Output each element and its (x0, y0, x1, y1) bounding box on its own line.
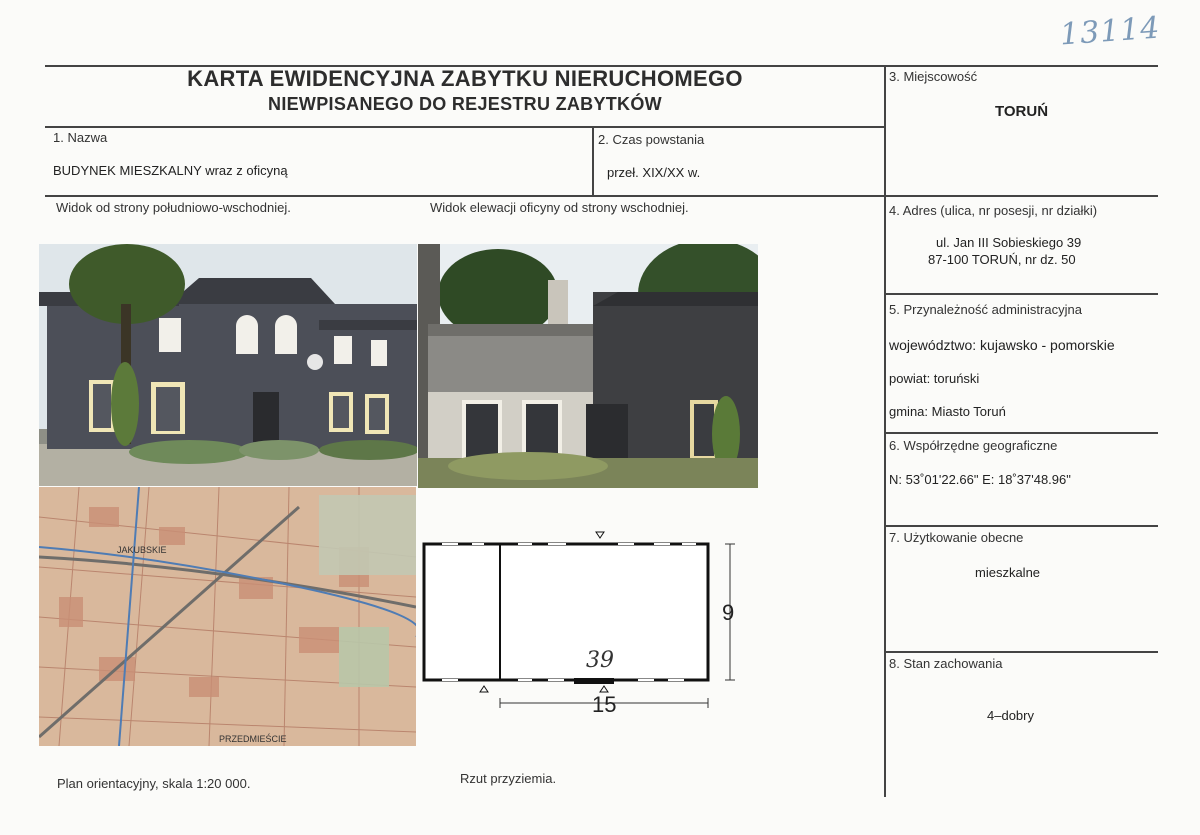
address-line1: ul. Jan III Sobieskiego 39 (936, 235, 1082, 250)
plan-width-label: 15 (592, 692, 617, 717)
divider-coords (885, 525, 1158, 527)
plan-depth-label: 9 (722, 600, 735, 625)
map-label-district: JAKUBSKIE (117, 545, 167, 555)
coords-label: 6. Współrzędne geograficzne (889, 438, 1058, 453)
address-label: 4. Adres (ulica, nr posesji, nr działki) (889, 203, 1098, 218)
floor-plan (418, 520, 758, 725)
photo-annex (418, 244, 758, 488)
divider-title (45, 126, 885, 128)
address-line2: 87-100 TORUŃ, nr dz. 50 (928, 252, 1076, 267)
plan-caption: Rzut przyziemia. (460, 771, 557, 786)
divider-usage (885, 651, 1158, 653)
right-column-divider (884, 65, 886, 797)
admin-label: 5. Przynależność administracyjna (889, 302, 1082, 317)
name-value: BUDYNEK MIESZKALNY wraz z oficyną (53, 163, 288, 178)
map-label-bottom: PRZEDMIEŚCIE (219, 734, 287, 744)
card-title: KARTA EWIDENCYJNA ZABYTKU NIERUCHOMEGO (187, 66, 743, 91)
photo-left-caption: Widok od strony południowo-wschodniej. (56, 200, 291, 215)
usage-value: mieszkalne (975, 565, 1041, 580)
plan-house-number: 39 (586, 648, 614, 673)
place-label: 3. Miejscowość (889, 69, 978, 84)
divider-admin (885, 432, 1158, 434)
photo-right-caption: Widok elewacji oficyny od strony wschodniej. (430, 200, 689, 215)
place-value: TORUŃ (994, 103, 1049, 120)
condition-value: 4–dobry (987, 708, 1034, 723)
date-value: przeł. XIX/XX w. (607, 165, 701, 180)
divider-name-row (45, 195, 1158, 197)
map-caption: Plan orientacyjny, skala 1:20 000. (57, 776, 251, 791)
inventory-number: 13114 (1058, 10, 1162, 53)
admin-commune: gmina: Miasto Toruń (889, 404, 1006, 419)
admin-county: powiat: toruński (889, 371, 980, 386)
usage-label: 7. Użytkowanie obecne (889, 530, 1024, 545)
card-subtitle: NIEWPISANEGO DO REJESTRU ZABYTKÓW (268, 94, 662, 114)
divider-address (885, 293, 1158, 295)
coords-value: N: 53˚01'22.66" E: 18˚37'48.96" (889, 472, 1071, 487)
name-label: 1. Nazwa (53, 130, 108, 145)
orientation-map (39, 487, 416, 746)
photo-main-building (39, 244, 417, 486)
date-label: 2. Czas powstania (598, 132, 705, 147)
admin-voivodeship: województwo: kujawsko - pomorskie (889, 337, 1115, 353)
date-divider (592, 126, 594, 196)
condition-label: 8. Stan zachowania (889, 656, 1003, 671)
